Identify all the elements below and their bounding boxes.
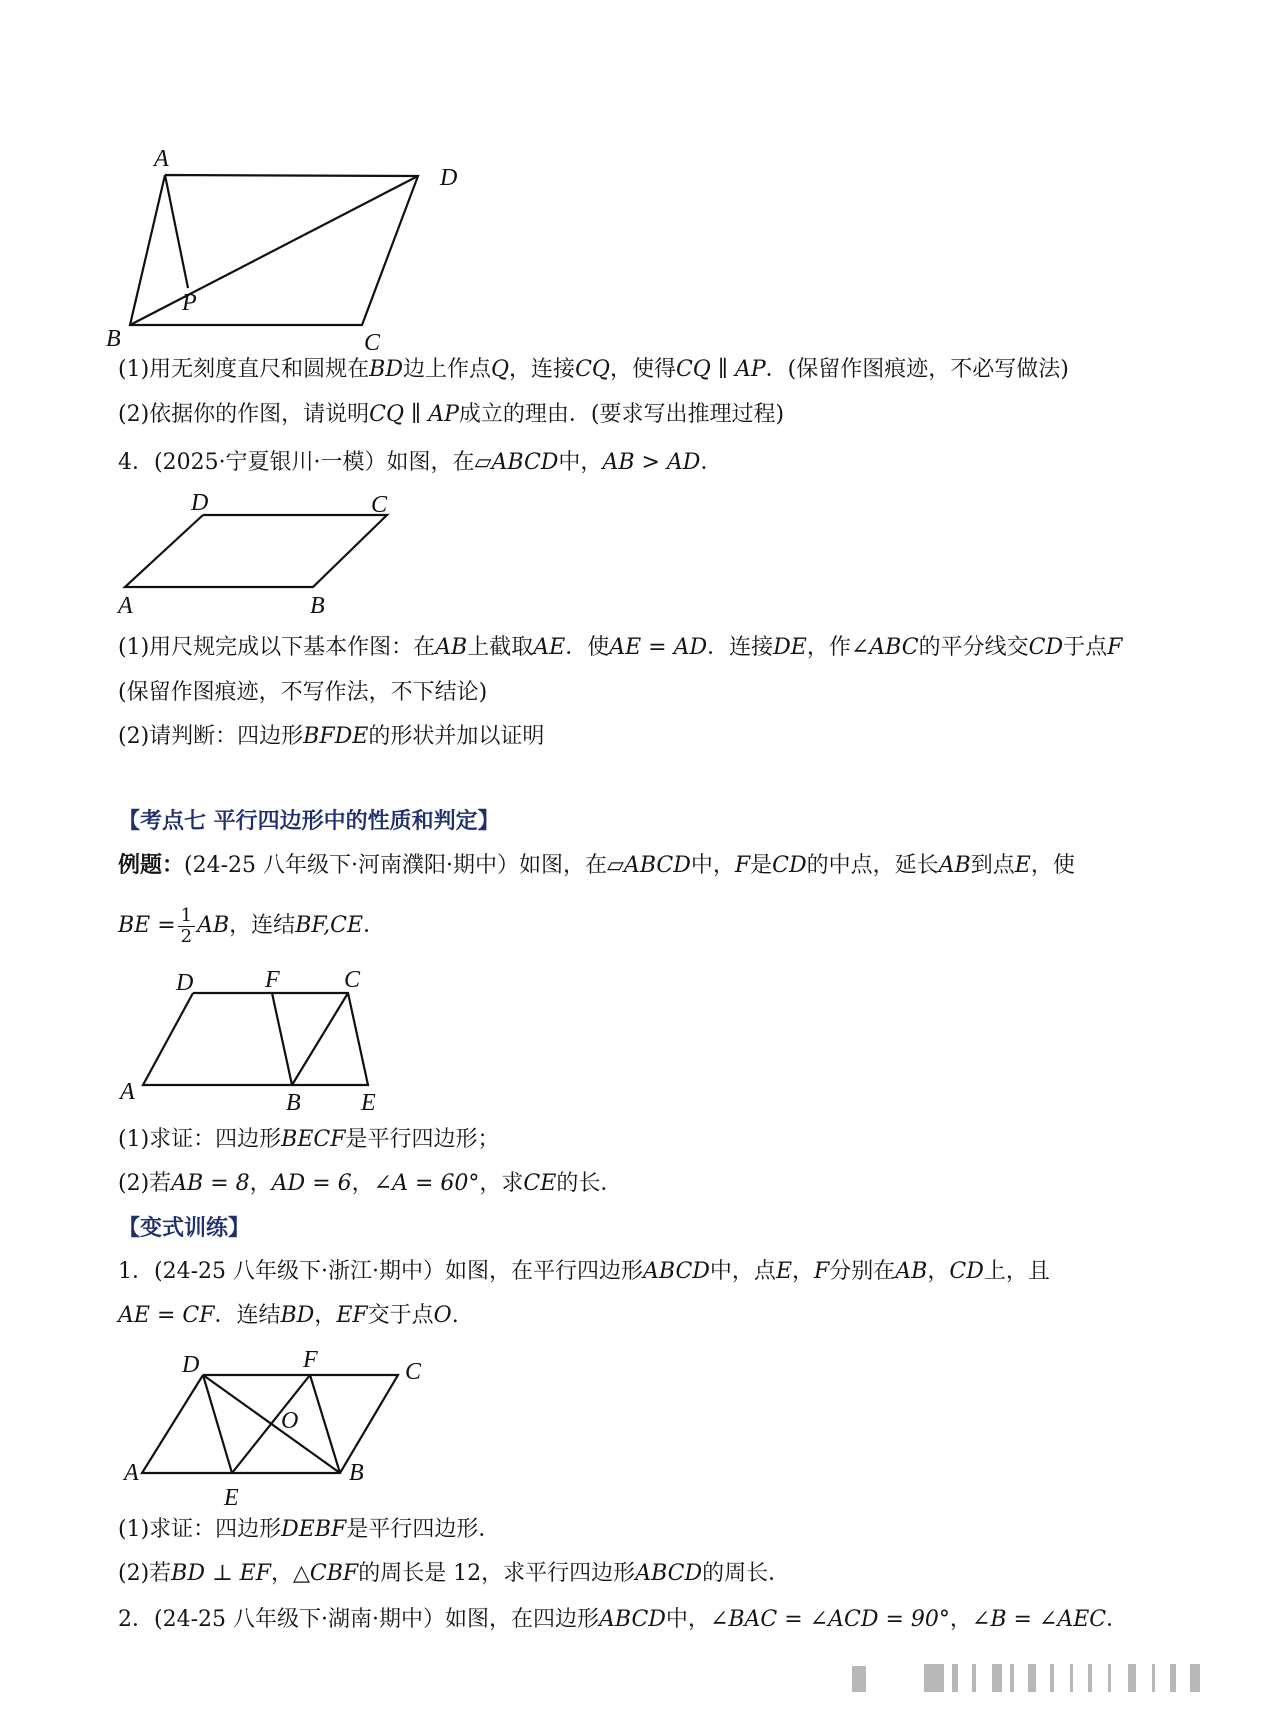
example-part1: (1)求证：四边形BECF是平行四边形； — [118, 1127, 500, 1152]
variant1-stem: 1．(24-25 八年级下·浙江·期中）如图，在平行四边形ABCD中，点E，F分别在AB，CD上，且 — [118, 1259, 1050, 1284]
point-label-b: B — [106, 326, 121, 352]
segment-fb — [272, 993, 292, 1085]
question4-stem: 4．(2025·宁夏银川·一模）如图，在▱ABCD中，AB > AD． — [118, 450, 723, 475]
section-heading-topic7: 【考点七 平行四边形中的性质和判定】 — [118, 808, 500, 834]
fraction-one-half: $\frac{1}{2}$ — [178, 906, 195, 947]
segment-fb — [310, 1375, 340, 1473]
point-label-a: A — [154, 146, 169, 172]
question3-part1: (1)用无刻度直尺和圆规在BD边上作点Q，连接CQ，使得CQ ∥ AP．(保留作图痕迹，不必写做法) — [118, 357, 1069, 382]
section-heading-variant: 【变式训练】 — [118, 1215, 251, 1241]
variant1-part1: (1)求证：四边形DEBF是平行四边形． — [118, 1517, 501, 1542]
question4-part2: (2)请判断：四边形BFDE的形状并加以证明 — [118, 724, 545, 749]
diagonal-bd — [130, 176, 418, 325]
segment-bc — [292, 993, 348, 1085]
point-label-d: D — [182, 1352, 200, 1378]
parallelogram-edges — [125, 515, 387, 587]
point-label-p: P — [182, 290, 197, 316]
figure-outline — [143, 993, 368, 1085]
variant1-stem-cont: AE = CF．连结BD，EF交于点O. — [118, 1303, 459, 1328]
segment-de — [203, 1375, 232, 1473]
point-label-a: A — [118, 593, 133, 619]
segment-ap — [165, 175, 188, 288]
example-stem: 例题：(24-25 八年级下·河南濮阳·期中）如图，在▱ABCD中，F是CD的中点，延长AB到点E，使 — [118, 852, 1075, 878]
watermark-logo — [852, 1664, 1252, 1694]
figure-parallelogram-abcd-2 — [100, 490, 410, 620]
point-label-f: F — [265, 967, 280, 993]
question4-part1: (1)用尺规完成以下基本作图：在AB上截取AE．使AE = AD．连接DE，作∠ABC的平分线交CD于点F — [118, 635, 1123, 660]
point-label-e: E — [224, 1485, 239, 1511]
point-label-f: F — [303, 1347, 318, 1373]
point-label-a: A — [124, 1460, 139, 1486]
figure-parallelogram-abcd-p — [100, 140, 480, 356]
variant1-part2: (2)若BD ⊥ EF，△CBF的周长是 12，求平行四边形ABCD的周长． — [118, 1561, 791, 1586]
question3-part2: (2)依据你的作图，请说明CQ ∥ AP成立的理由．(要求写出推理过程) — [118, 402, 785, 427]
figure-parallelogram-debf — [100, 1347, 440, 1530]
point-label-d: D — [440, 165, 458, 191]
example-condition: BE = $\frac{1}{2}$ AB，连结BF,CE． — [118, 904, 386, 947]
point-label-b: B — [310, 593, 325, 619]
point-label-c: C — [364, 330, 381, 356]
figure-parallelogram-becf — [100, 960, 420, 1120]
question4-part1-note: (保留作图痕迹，不写作法，不下结论) — [118, 680, 488, 705]
point-label-c: C — [405, 1359, 422, 1385]
point-label-b: B — [286, 1090, 301, 1116]
example-part2: (2)若AB = 8，AD = 6，∠A = 60°，求CE的长． — [118, 1171, 623, 1196]
point-label-d: D — [176, 970, 194, 996]
point-label-c: C — [344, 967, 361, 993]
point-label-a: A — [120, 1079, 135, 1105]
variant2-stem: 2．(24-25 八年级下·湖南·期中）如图，在四边形ABCD中，∠BAC = ∠ACD = 90°，∠B = ∠AEC． — [118, 1607, 1129, 1632]
point-label-d: D — [191, 490, 209, 516]
point-label-o: O — [281, 1408, 299, 1434]
point-label-e: E — [361, 1090, 376, 1116]
point-label-b: B — [349, 1460, 364, 1486]
point-label-c: C — [371, 492, 388, 518]
